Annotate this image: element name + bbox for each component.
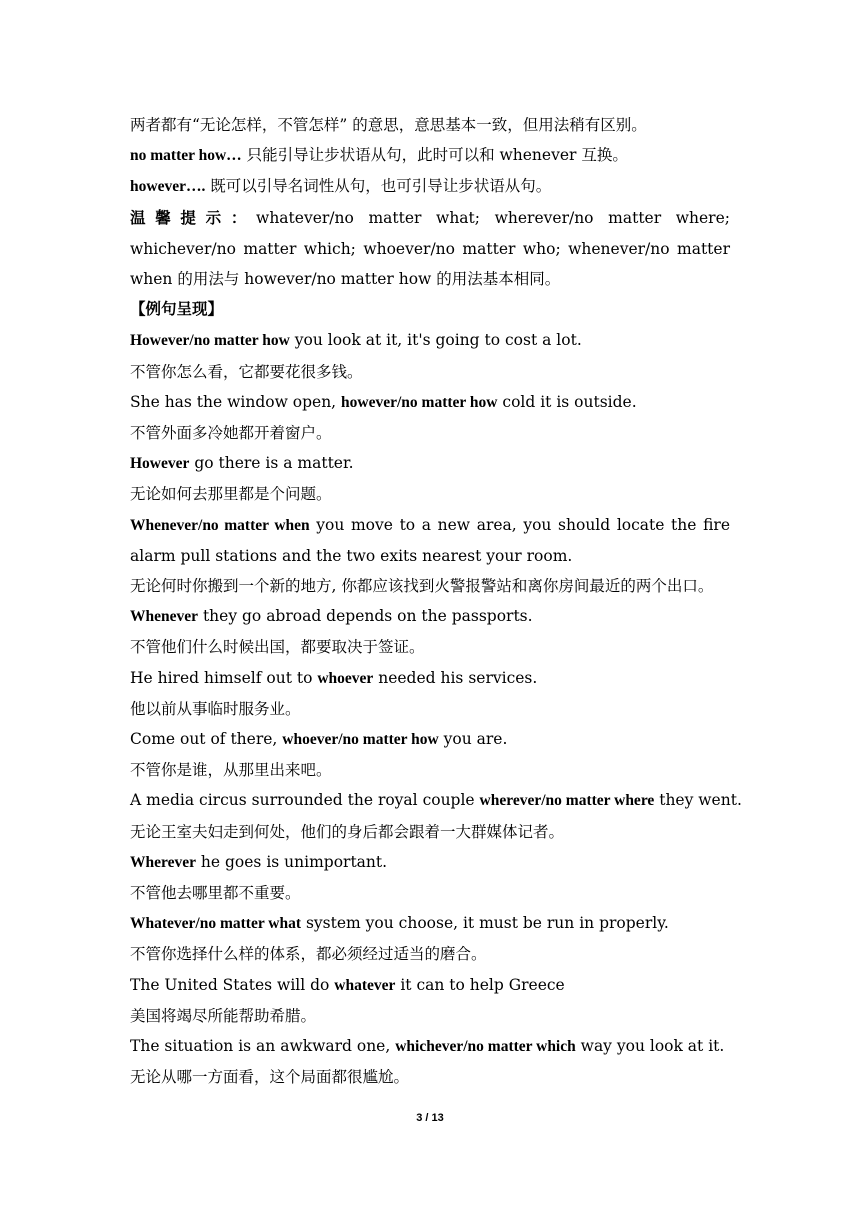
example-english: [130, 663, 730, 694]
example-chinese: 不管你怎么看，它都要花很多钱。: [130, 362, 363, 381]
intro-paragraph: 两者都有“无论怎样，不管怎样” 的意思，意思基本一致，但用法稍有区别。: [130, 116, 647, 134]
example-english-pre: The situation is an awkward one,: [130, 1037, 396, 1056]
example-keyword: whatever: [334, 976, 396, 994]
example-english: [130, 325, 730, 356]
example-english: [130, 387, 730, 418]
example-english-post: they go abroad depends on the passports.: [198, 607, 533, 626]
rule-text: 既可以引导名词性从句，也可引导让步状语从句。: [205, 177, 552, 196]
example-keyword: Whatever/no matter what: [130, 915, 302, 933]
example-keyword: Whenever: [130, 608, 199, 626]
example-english-post: you are.: [438, 730, 508, 749]
section-heading: 【例句呈现】: [130, 301, 224, 319]
example-english-post: they went.: [654, 791, 742, 810]
example-english-post: way you look at it.: [575, 1037, 725, 1056]
example-keyword: However: [130, 455, 190, 473]
rule-term: no matter how…: [130, 147, 242, 165]
example-english-pre: She has the window open,: [130, 392, 342, 411]
example-chinese: 不管外面多冷她都开着窗户。: [130, 424, 332, 443]
tip-paragraph: [130, 203, 730, 295]
page-number: 3 / 13: [416, 1112, 444, 1124]
example-chinese: 无论从哪一方面看，这个局面都很尴尬。: [130, 1068, 410, 1087]
example-chinese: 无论王室夫妇走到何处，他们的身后都会跟着一大群媒体记者。: [130, 822, 565, 841]
example-chinese: 美国将竭尽所能帮助希腊。: [130, 1006, 317, 1025]
example-english-post: you look at it, it's going to cost a lot.: [289, 331, 582, 350]
example-keyword: However/no matter how: [130, 332, 290, 350]
example-english: [130, 510, 730, 571]
example-keyword: Wherever: [130, 853, 196, 871]
example-english: [130, 847, 730, 878]
example-chinese: 不管他去哪里都不重要。: [130, 884, 301, 903]
rule-however: [130, 171, 730, 202]
example-english-post: cold it is outside.: [497, 392, 637, 411]
example-english-post: it can to help Greece: [395, 975, 565, 994]
example-english: [130, 908, 730, 939]
example-english-pre: The United States will do: [130, 975, 335, 994]
rule-no-matter-how: [130, 140, 730, 171]
tip-label: 温馨提示：: [130, 209, 257, 227]
example-english-post: you move to a new area, you should locate the fire alarm pull stations and the two exits nearest your room.: [130, 515, 731, 565]
example-chinese: 无论何时你搬到一个新的地方, 你都应该找到火警报警站和离你房间最近的两个出口。: [130, 577, 714, 596]
rule-term: however….: [130, 178, 206, 196]
example-english: [130, 970, 730, 1001]
example-english-post: go there is a matter.: [189, 454, 354, 473]
example-chinese: 不管你选择什么样的体系，都必须经过适当的磨合。: [130, 945, 487, 964]
example-keyword: Whenever/no matter when: [130, 516, 310, 534]
example-english: [130, 785, 742, 816]
example-english-post: needed his services.: [373, 668, 538, 687]
rule-text: 只能引导让步状语从句，此时可以和 whenever 互换。: [241, 146, 628, 165]
example-keyword: whoever/no matter how: [282, 731, 439, 749]
example-english-post: he goes is unimportant.: [196, 852, 388, 871]
page-content: [130, 110, 742, 1093]
example-keyword: whoever: [317, 669, 374, 687]
example-chinese: 不管你是谁，从那里出来吧。: [130, 761, 332, 780]
example-english: [130, 724, 730, 755]
tip-text: whatever/no matter what; wherever/no matter where; whichever/no matter which; whoever/no matter who; whenever/no matter when 的用法与 however/no matter how 的用法基本相同。: [130, 208, 730, 289]
example-english-pre: A media circus surrounded the royal couple: [130, 791, 480, 810]
example-chinese: 不管他们什么时候出国，都要取决于签证。: [130, 638, 425, 657]
example-keyword: wherever/no matter where: [479, 792, 655, 810]
example-chinese: 无论如何去那里都是个问题。: [130, 485, 332, 504]
example-keyword: whichever/no matter which: [395, 1038, 576, 1056]
example-english: [130, 448, 730, 479]
example-english-pre: Come out of there,: [130, 730, 283, 749]
example-list: [130, 325, 742, 1092]
example-english-pre: He hired himself out to: [130, 668, 318, 687]
example-keyword: however/no matter how: [341, 393, 498, 411]
example-english: [130, 601, 730, 632]
example-english: [130, 1031, 730, 1062]
example-english-post: system you choose, it must be run in properly.: [301, 914, 669, 933]
example-chinese: 他以前从事临时服务业。: [130, 699, 301, 718]
